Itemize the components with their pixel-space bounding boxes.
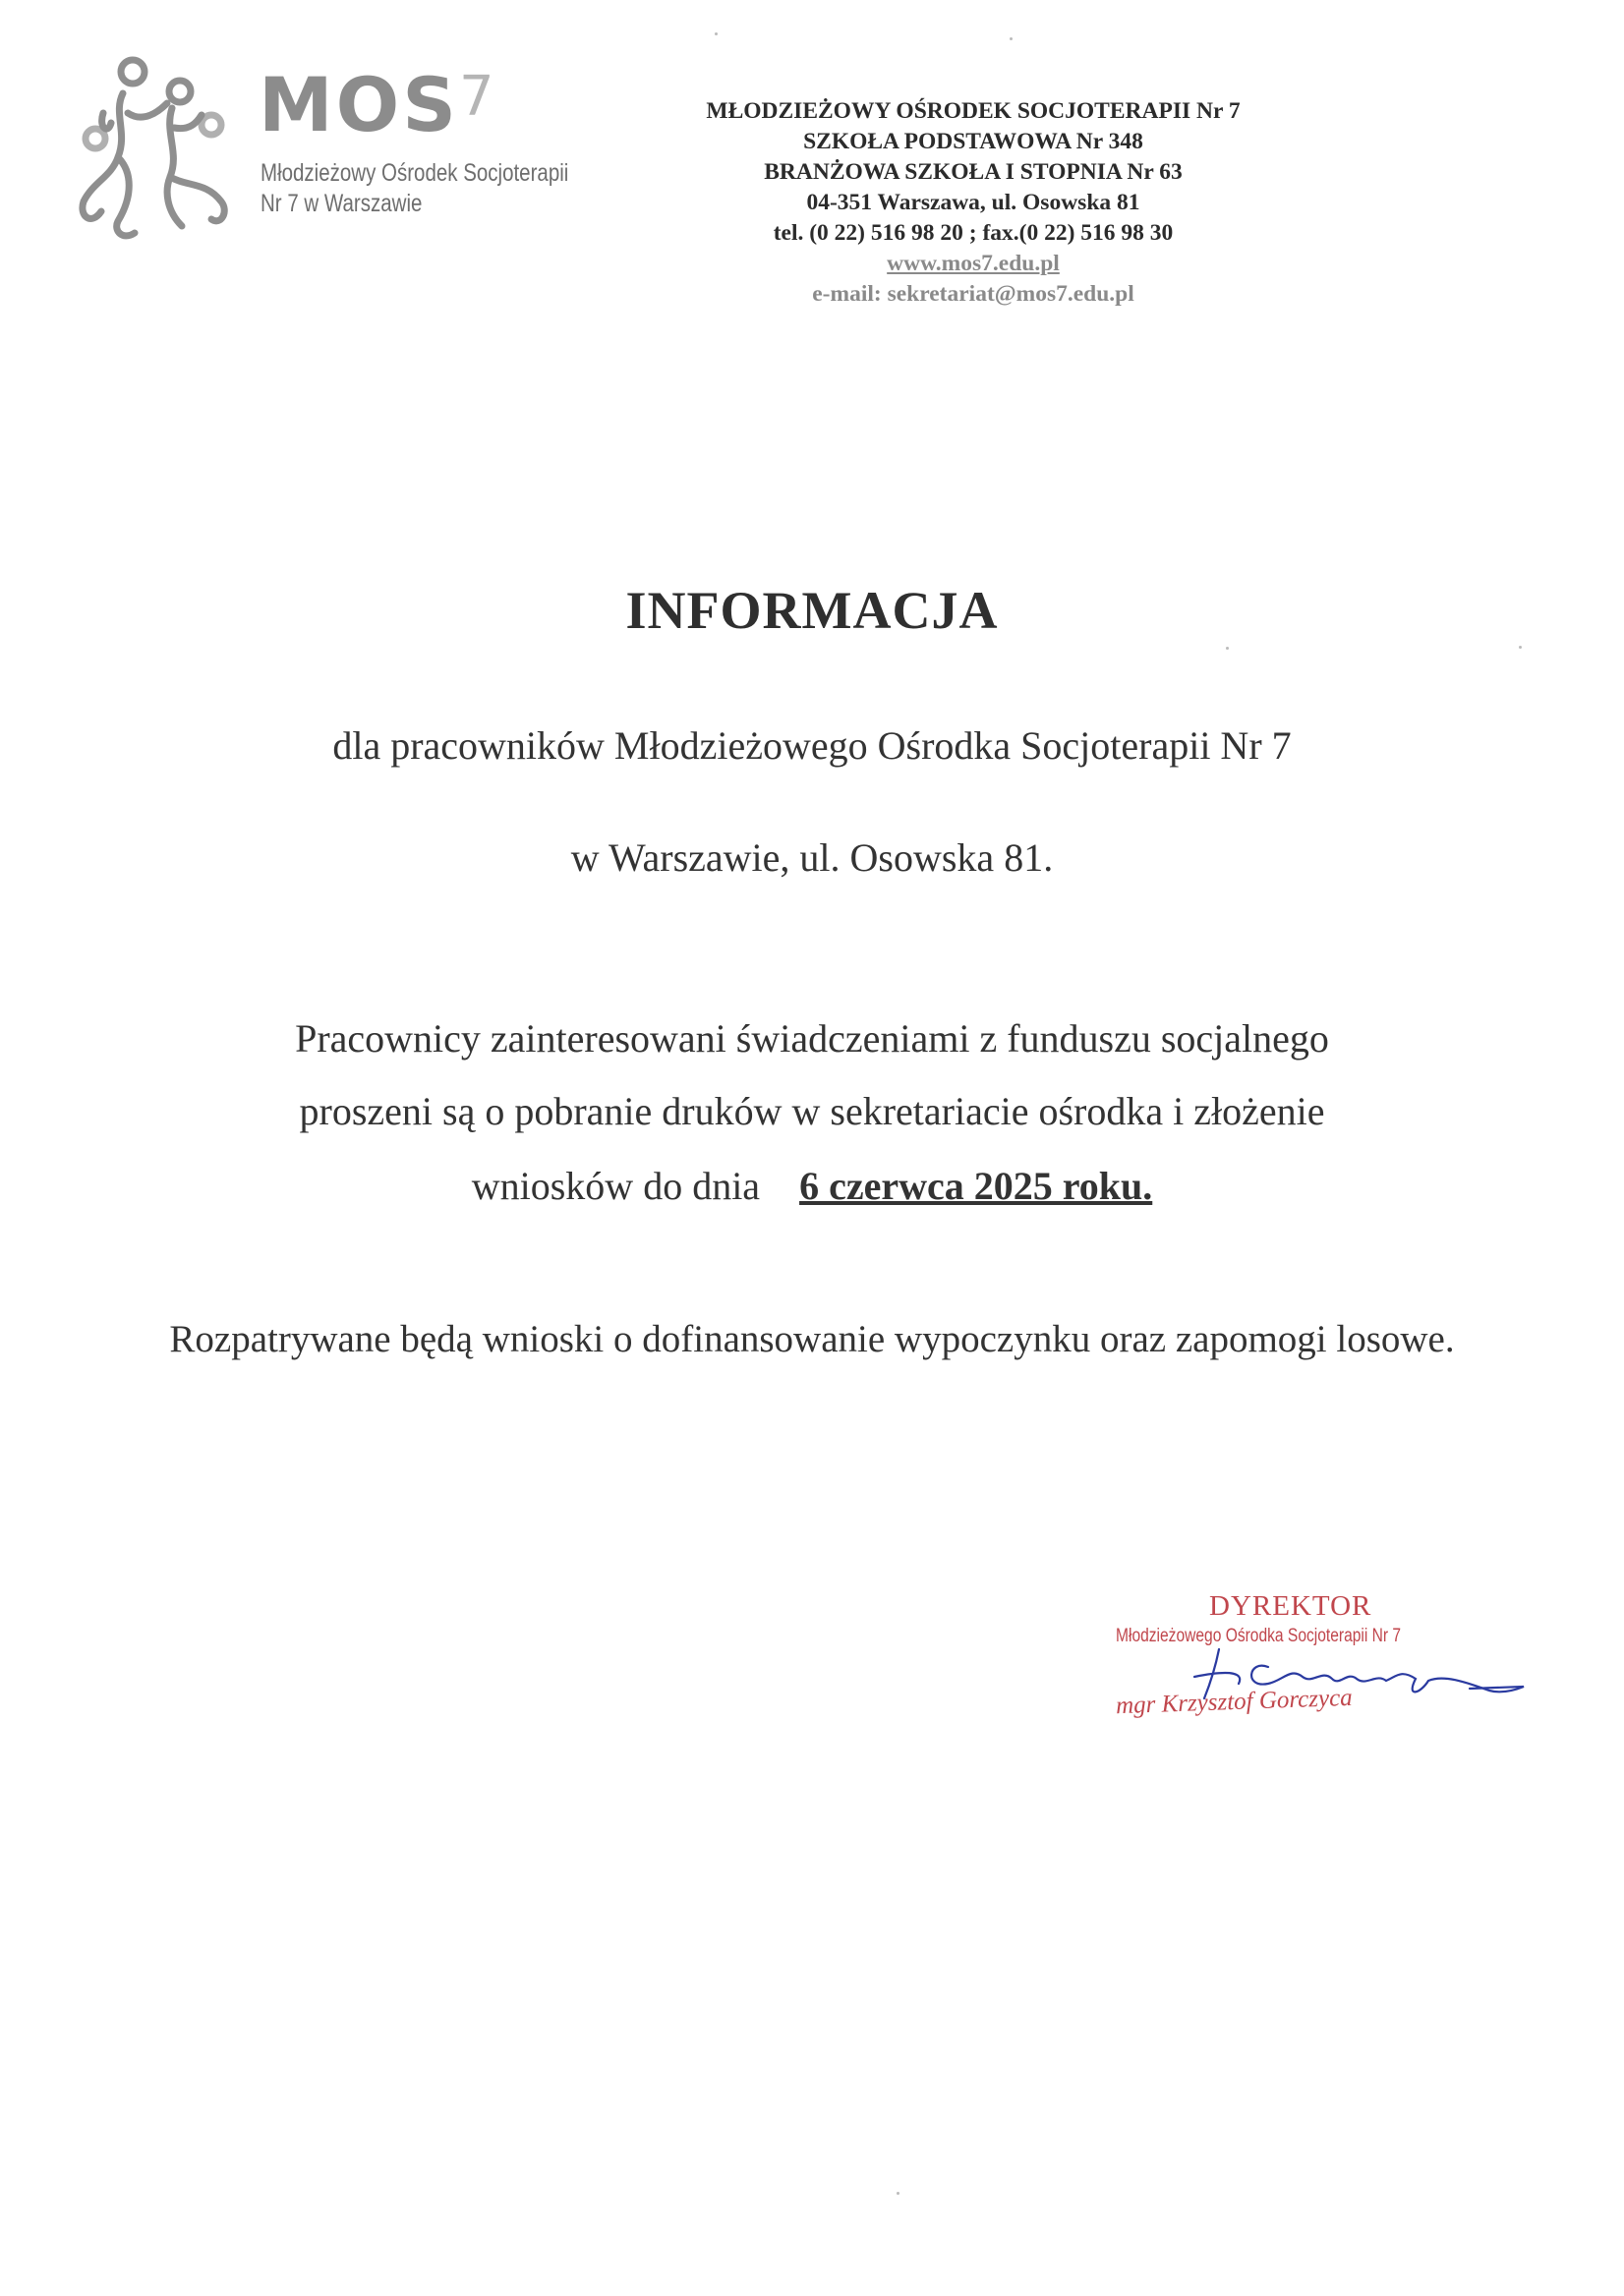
body-line-announcement-1: Pracownicy zainteresowani świadczeniami z funduszu socjalnego [295, 1016, 1329, 1061]
header-email[interactable]: e-mail: sekretariat@mos7.edu.pl [812, 281, 1134, 307]
stamp-signatory-name: mgr Krzysztof Gorczyca [1115, 1684, 1354, 1720]
scan-speck [1010, 37, 1013, 40]
body-line-deadline [0, 1163, 1624, 1209]
stamp-role: DYREKTOR [1209, 1590, 1372, 1622]
body-line-address: w Warszawie, ul. Osowska 81. [570, 835, 1054, 880]
header-school-vocational: BRANŻOWA SZKOŁA I STOPNIA Nr 63 [764, 159, 1183, 185]
logo-subtitle-line-1: Młodzieżowy Ośrodek Socjoterapii [261, 159, 569, 187]
logo [74, 54, 624, 251]
document-title: INFORMACJA [625, 581, 999, 640]
body-line-considered: Rozpatrywane będą wnioski o dofinansowanie wypoczynku oraz zapomogi losowe. [169, 1318, 1455, 1360]
director-stamp [1116, 1590, 1529, 1738]
scan-speck [715, 32, 718, 35]
scan-speck [897, 2192, 899, 2195]
letterhead-address [678, 96, 1268, 310]
header-address: 04-351 Warszawa, ul. Osowska 81 [806, 190, 1140, 215]
scan-speck [1226, 647, 1229, 650]
body-line-recipients: dla pracowników Młodzieżowego Ośrodka Socjoterapii Nr 7 [332, 723, 1292, 768]
body-line-announcement-2: proszeni są o pobranie druków w sekretariacie ośrodka i złożenie [299, 1089, 1325, 1133]
brand-name: MOS$^7$ [259, 61, 497, 148]
header-website-link[interactable]: www.mos7.edu.pl [887, 251, 1060, 276]
scan-speck [1519, 646, 1522, 649]
header-school-primary: SZKOŁA PODSTAWOWA Nr 348 [803, 129, 1143, 154]
header-institution: MŁODZIEŻOWY OŚRODEK SOCJOTERAPII Nr 7 [706, 98, 1241, 124]
stamp-institution: Młodzieżowego Ośrodka Socjoterapii Nr 7 [1116, 1626, 1402, 1646]
header-phone-fax: tel. (0 22) 516 98 20 ; fax.(0 22) 516 98 30 [773, 220, 1174, 246]
logo-subtitle-line-2: Nr 7 w Warszawie [261, 190, 423, 217]
mos7-figures-logo-icon [74, 54, 241, 251]
deadline-text: wniosków do dnia [471, 1164, 761, 1208]
deadline-date: 6 czerwca 2025 roku. [799, 1164, 1153, 1208]
